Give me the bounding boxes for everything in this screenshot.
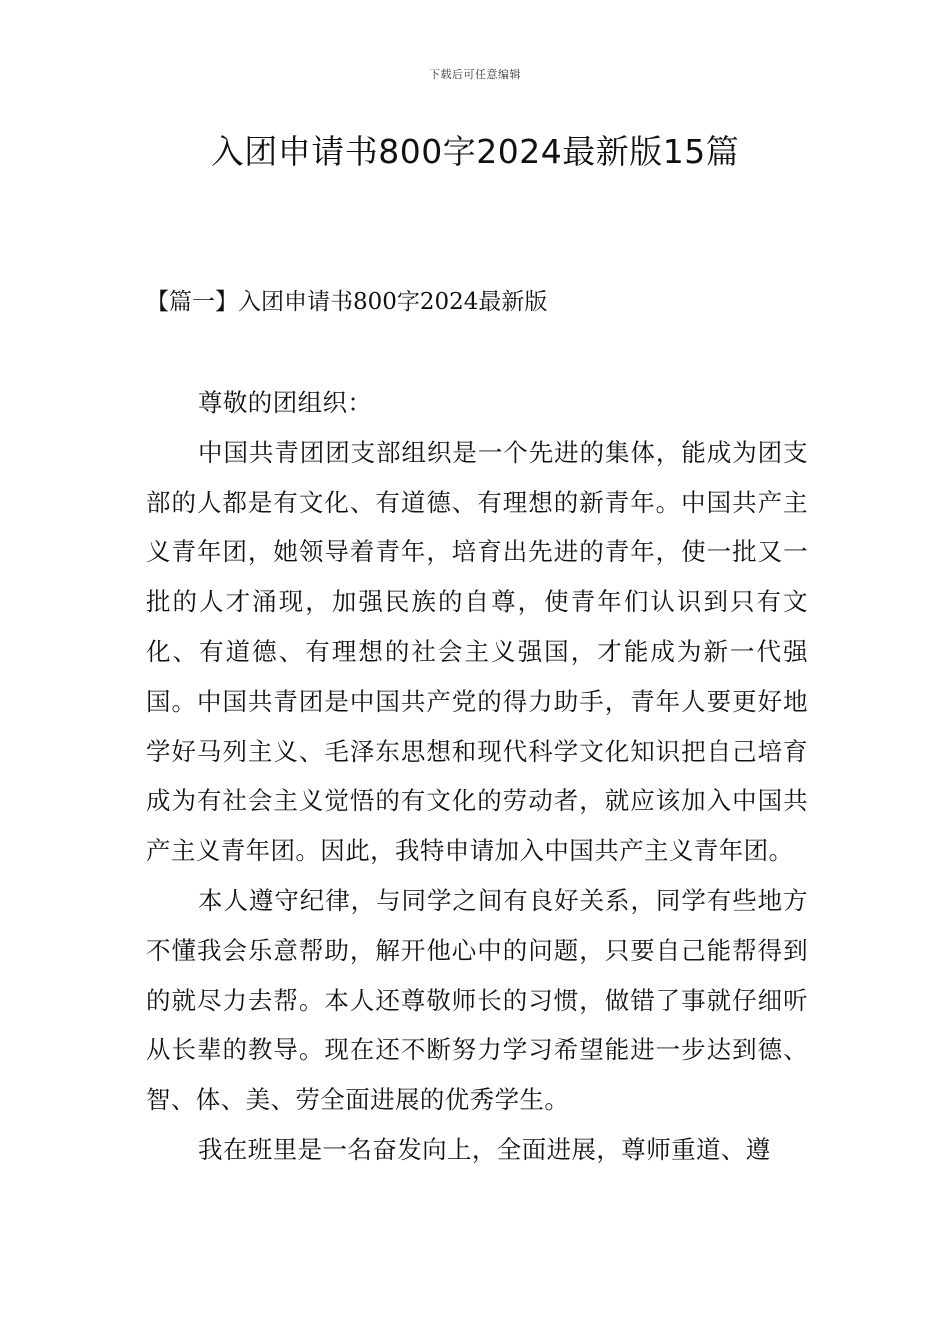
paragraph: 中国共青团团支部组织是一个先进的集体，能成为团支部的人都是有文化、有道德、有理想的新青年。中国共产主义青年团，她领导着青年，培育出先进的青年，使一批又一批的人才涌现，加强民族的自尊，使青年们认识到只有文化、有道德、有理想的社会主义强国，才能成为新一代强国。中国共青团是中国共产党的得力助手，青年人要更好地学好马列主义、毛泽东思想和现代科学文化知识把自己培育成为有社会主义觉悟的有文化的劳动者，就应该加入中国共产主义青年团。因此，我特申请加入中国共产主义青年团。	[146, 437, 808, 866]
salutation: 尊敬的团组织：	[198, 388, 373, 417]
paragraph: 我在班里是一名奋发向上，全面进展，尊师重道、遵	[198, 1134, 771, 1164]
letter-body	[146, 378, 808, 1175]
paragraph: 本人遵守纪律，与同学之间有良好关系，同学有些地方不懂我会乐意帮助，解开他心中的问题，只要自己能帮得到的就尽力去帮。本人还尊敬师长的习惯，做错了事就仔细听从长辈的教导。现在还不断努力学习希望能进一步达到德、智、体、美、劳全面进展的优秀学生。	[146, 885, 808, 1115]
section-heading: 【篇一】入团申请书800字2024最新版	[146, 289, 548, 315]
document-title: 入团申请书800字2024最新版15篇	[210, 132, 740, 171]
header-note: 下载后可任意编辑	[429, 68, 521, 81]
